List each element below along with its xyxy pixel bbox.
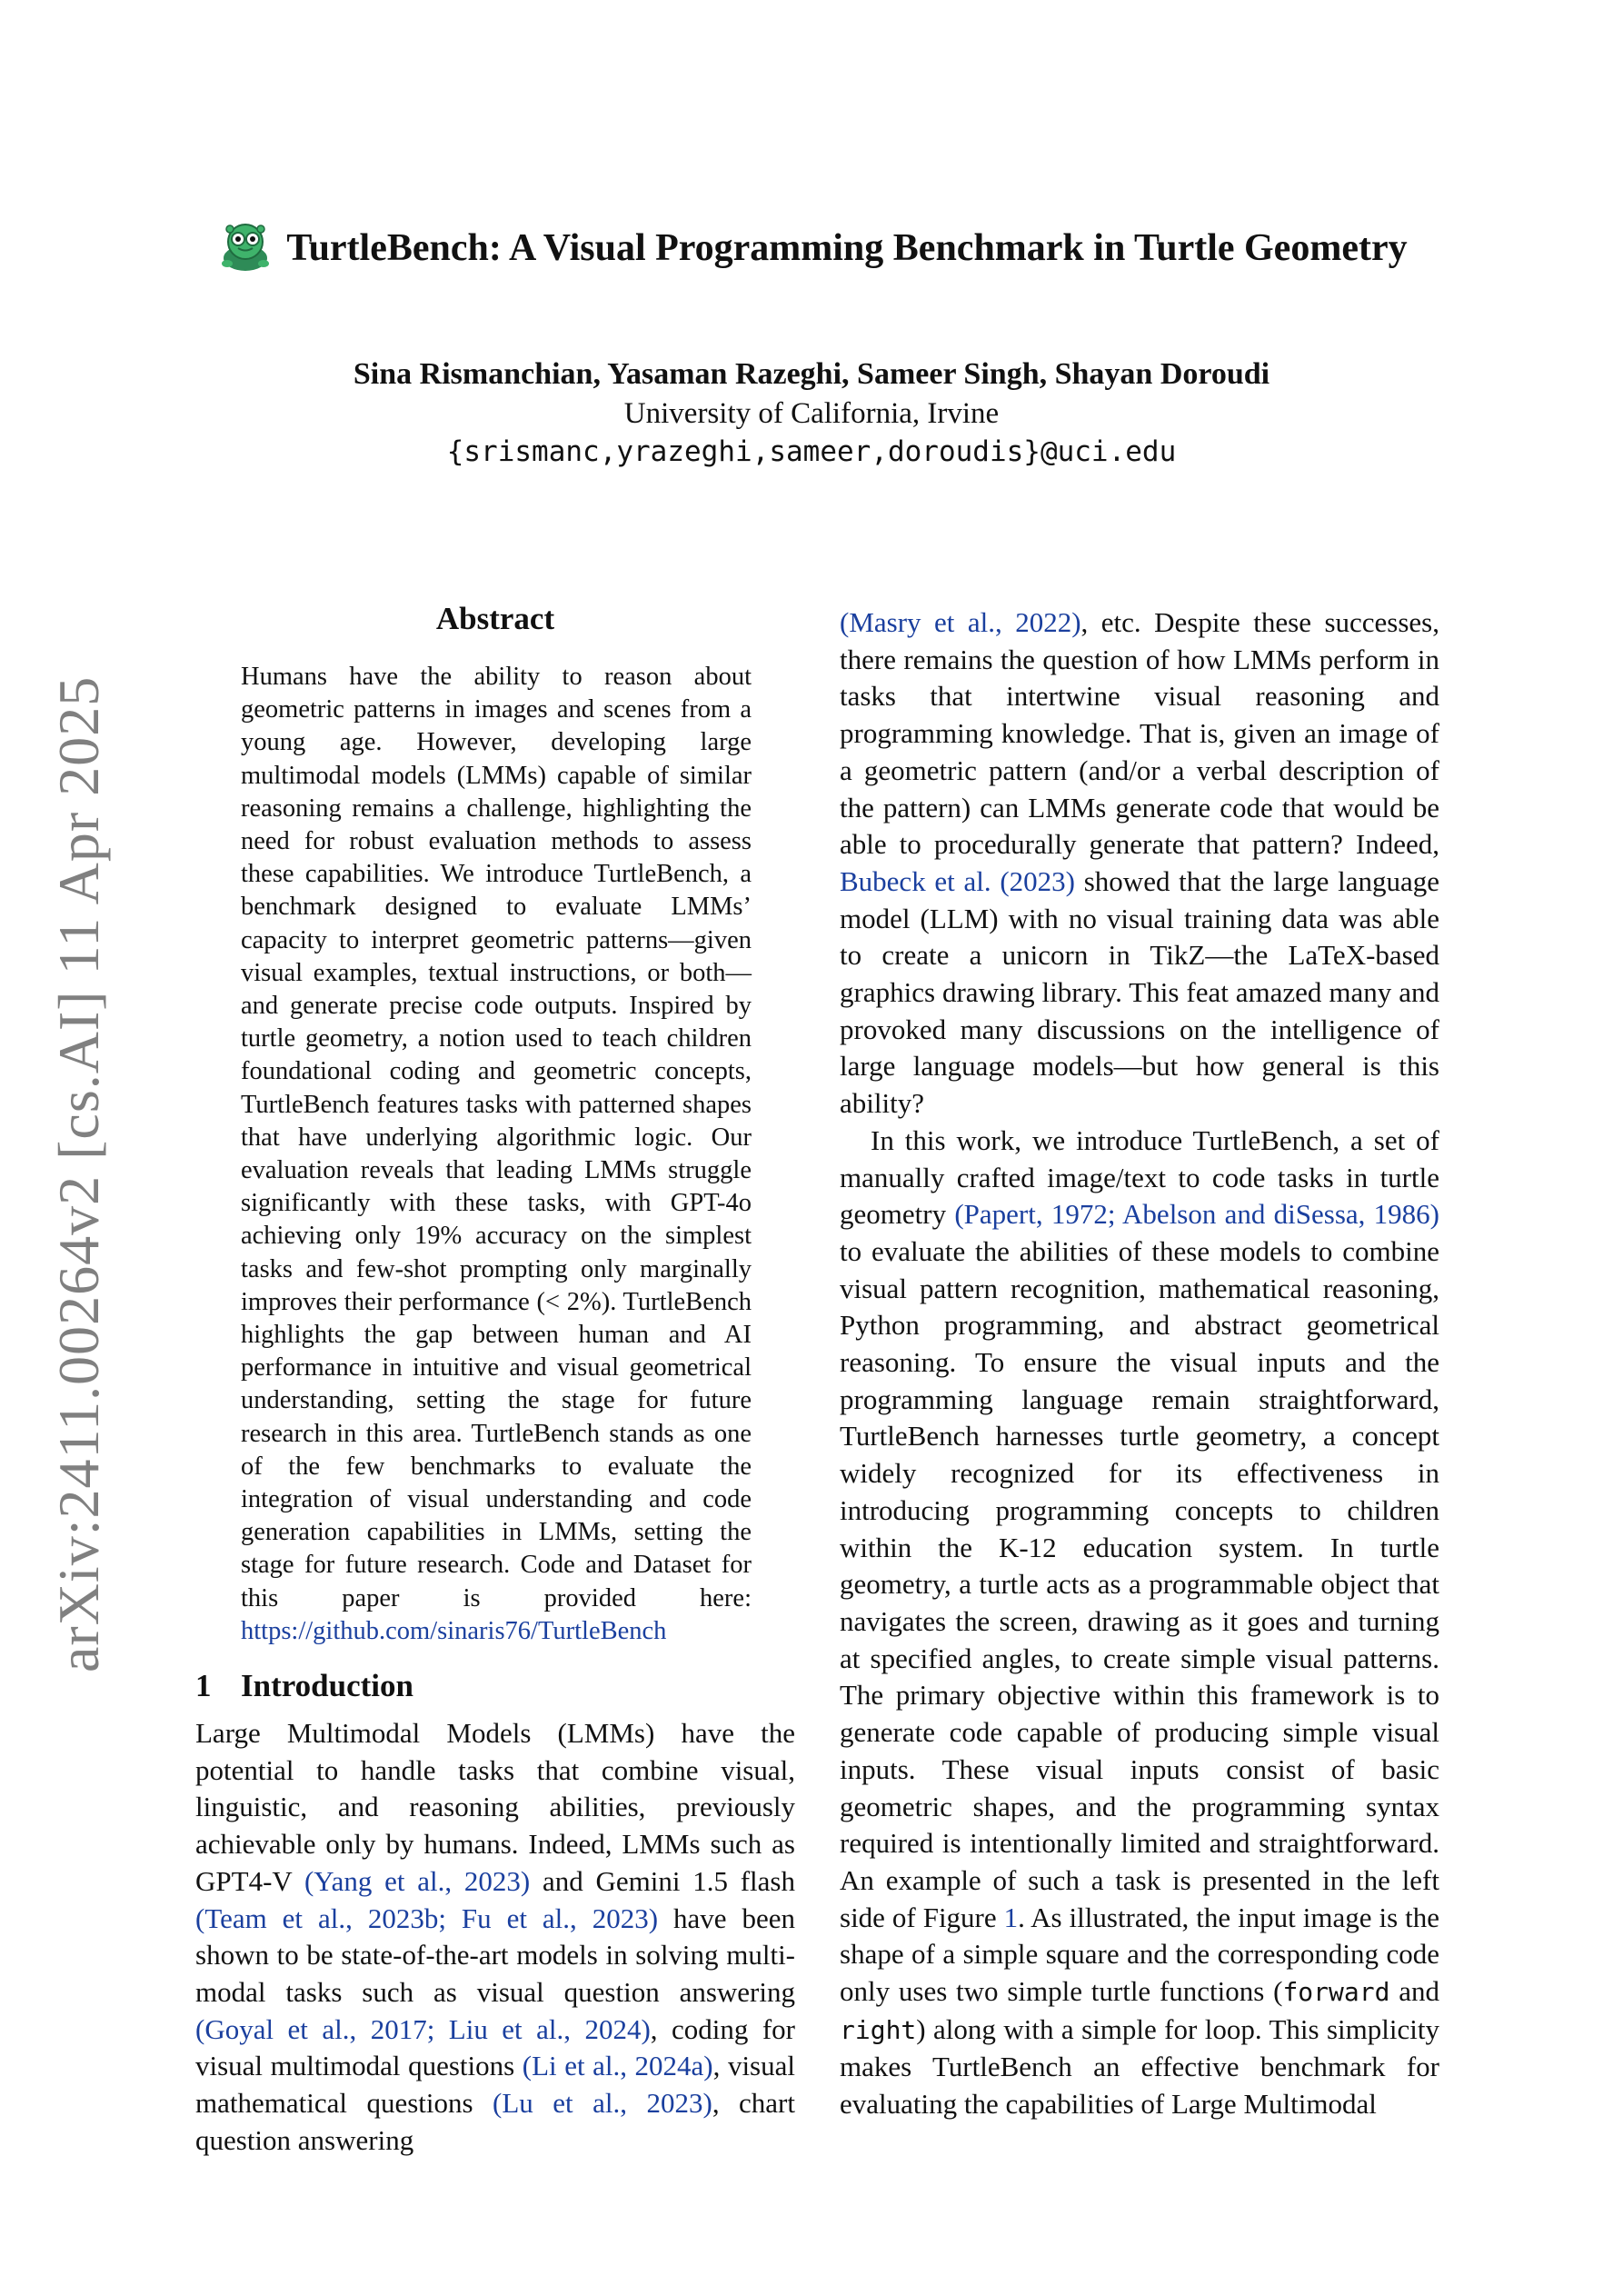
- text-run: have been shown to be state-of-the-art models in solving multi-modal tasks such as visual question answering: [195, 1902, 795, 2008]
- text-run: Large Multimodal Models (LMMs) have the potential to handle tasks that combine visual, linguistic, and reasoning abilities, previously achievable only by humans. Indeed, LMMs such as GPT4-V: [195, 1717, 795, 1897]
- intro-paragraph-1: [195, 1715, 795, 2159]
- intro-paragraph-1-continued: [840, 604, 1439, 1123]
- title-row: [0, 218, 1623, 278]
- text-run: . As illustrated, the input image is the shape of a simple square and the corresponding code only uses two simple turtle functions (: [840, 1901, 1439, 2008]
- text-run: and Gemini 1.5 flash: [530, 1864, 795, 1897]
- text-run: In this work, we introduce TurtleBench, a set of manually crafted image/text to code tasks in turtle geometry: [840, 1123, 1439, 1231]
- citation-link[interactable]: (Goyal et al., 2017; Liu et al., 2024): [195, 2012, 651, 2045]
- text-run: , etc. Despite these successes, there remains the question of how LMMs perform in tasks that intertwine visual reasoning and programming knowledge. That is, given an image of a geometric pattern (and/or a verbal description of the pattern) can LMMs generate code that would be able to procedurally generate that pattern? Indeed,: [840, 606, 1439, 861]
- text-run: to evaluate the abilities of these models to combine visual pattern recognition, mathematical reasoning, Python programming, and abstract geometrical reasoning. To ensure the visual inputs and the programming language remain straightforward, TurtleBench harnesses turtle geometry, a concept widely recognized for its effectiveness in introducing programming concepts to children within the K-12 education system. In turtle geometry, a turtle acts as a programmable object that navigates the screen, drawing as it goes and turning at specified angles, to create simple visual patterns. The primary objective within this framework is to generate code capable of producing simple visual inputs. These visual inputs consist of basic geometric shapes, and the programming syntax required is intentionally limited and straightforward. An example of such a task is presented in the left side of Figure: [840, 1234, 1439, 1933]
- left-column-body: [195, 1715, 795, 2159]
- text-run: , chart question answering: [195, 2087, 795, 2156]
- abstract-body: [241, 661, 752, 1648]
- section-heading-introduction: [195, 1668, 413, 1704]
- citation-link[interactable]: (Yang et al., 2023): [304, 1864, 531, 1897]
- text-run: , visual mathematical questions: [195, 2050, 795, 2120]
- citation-link[interactable]: (Lu et al., 2023): [493, 2087, 712, 2120]
- citation-link[interactable]: (Team et al., 2023b; Fu et al., 2023): [195, 1902, 659, 1934]
- citation-link[interactable]: Bubeck et al. (2023): [840, 864, 1076, 897]
- paper-title: TurtleBench: A Visual Programming Benchmark in Turtle Geometry: [286, 227, 1408, 269]
- right-column-body: [840, 604, 1439, 2123]
- author-emails: {srismanc,yrazeghi,sameer,doroudis}@uci.edu: [446, 435, 1177, 468]
- text-run: , coding for visual multimodal questions: [195, 2012, 795, 2082]
- affiliation: University of California, Irvine: [623, 397, 1000, 430]
- github-link[interactable]: https://github.com/sinaris76/TurtleBench: [241, 1616, 667, 1645]
- citation-link[interactable]: (Li et al., 2024a): [522, 2050, 713, 2082]
- figure-ref-link[interactable]: 1: [1003, 1901, 1019, 1933]
- inline-code-forward: forward: [1282, 1977, 1390, 2008]
- turtle-icon: [215, 218, 275, 278]
- citation-link[interactable]: (Papert, 1972; Abelson and diSessa, 1986): [954, 1198, 1439, 1231]
- text-run: showed that the large language model (LLM) with no visual training data was able to create a unicorn in TikZ—the LaTeX-based graphics drawing library. This feat amazed many and provoked many discussions on the intelligence of large language models—but how general is this ability?: [840, 864, 1439, 1120]
- citation-link[interactable]: (Masry et al., 2022): [840, 606, 1081, 638]
- arxiv-stamp: arXiv:2411.00264v2 [cs.AI] 11 Apr 2025: [46, 675, 111, 1672]
- inline-code-right: right: [840, 2014, 917, 2045]
- intro-paragraph-2: [840, 1123, 1439, 2123]
- section-title: Introduction: [241, 1668, 413, 1703]
- abstract-heading: Abstract: [435, 601, 555, 636]
- text-run: and: [1389, 1975, 1440, 2008]
- abstract-text: Humans have the ability to reason about geometric patterns in images and scenes from a young age. However, developing large multimodal models (LMMs) capable of similar reasoning remains a challenge, highlighting the need for robust evaluation methods to assess these capabilities. We introduce TurtleBench, a benchmark designed to evaluate LMMs’ capacity to interpret geometric patterns—given visual examples, textual instructions, or both—and generate precise code outputs. Inspired by turtle geometry, a notion used to teach children foundational coding and geometric concepts, TurtleBench features tasks with patterned shapes that have underlying algorithmic logic. Our evaluation reveals that leading LMMs struggle significantly with these tasks, with GPT-4o achieving only 19% accuracy on the simplest tasks and few-shot prompting only marginally improves their performance (< 2%). TurtleBench highlights the gap between human and AI performance in intuitive and visual geometrical understanding, setting the stage for future research in this area. TurtleBench stands as one of the few benchmarks to evaluate the integration of visual understanding and code generation capabilities in LMMs, setting the stage for future research. Code and Dataset for this paper is provided here:: [241, 663, 752, 1612]
- text-run: ) along with a simple for loop. This simplicity makes TurtleBench an effective benchmark for evaluating the capabilities of Large Multimodal: [840, 2012, 1439, 2121]
- section-number: 1: [195, 1668, 212, 1703]
- author-list: Sina Rismanchian, Yasaman Razeghi, Sameer Singh, Shayan Doroudi: [353, 357, 1270, 391]
